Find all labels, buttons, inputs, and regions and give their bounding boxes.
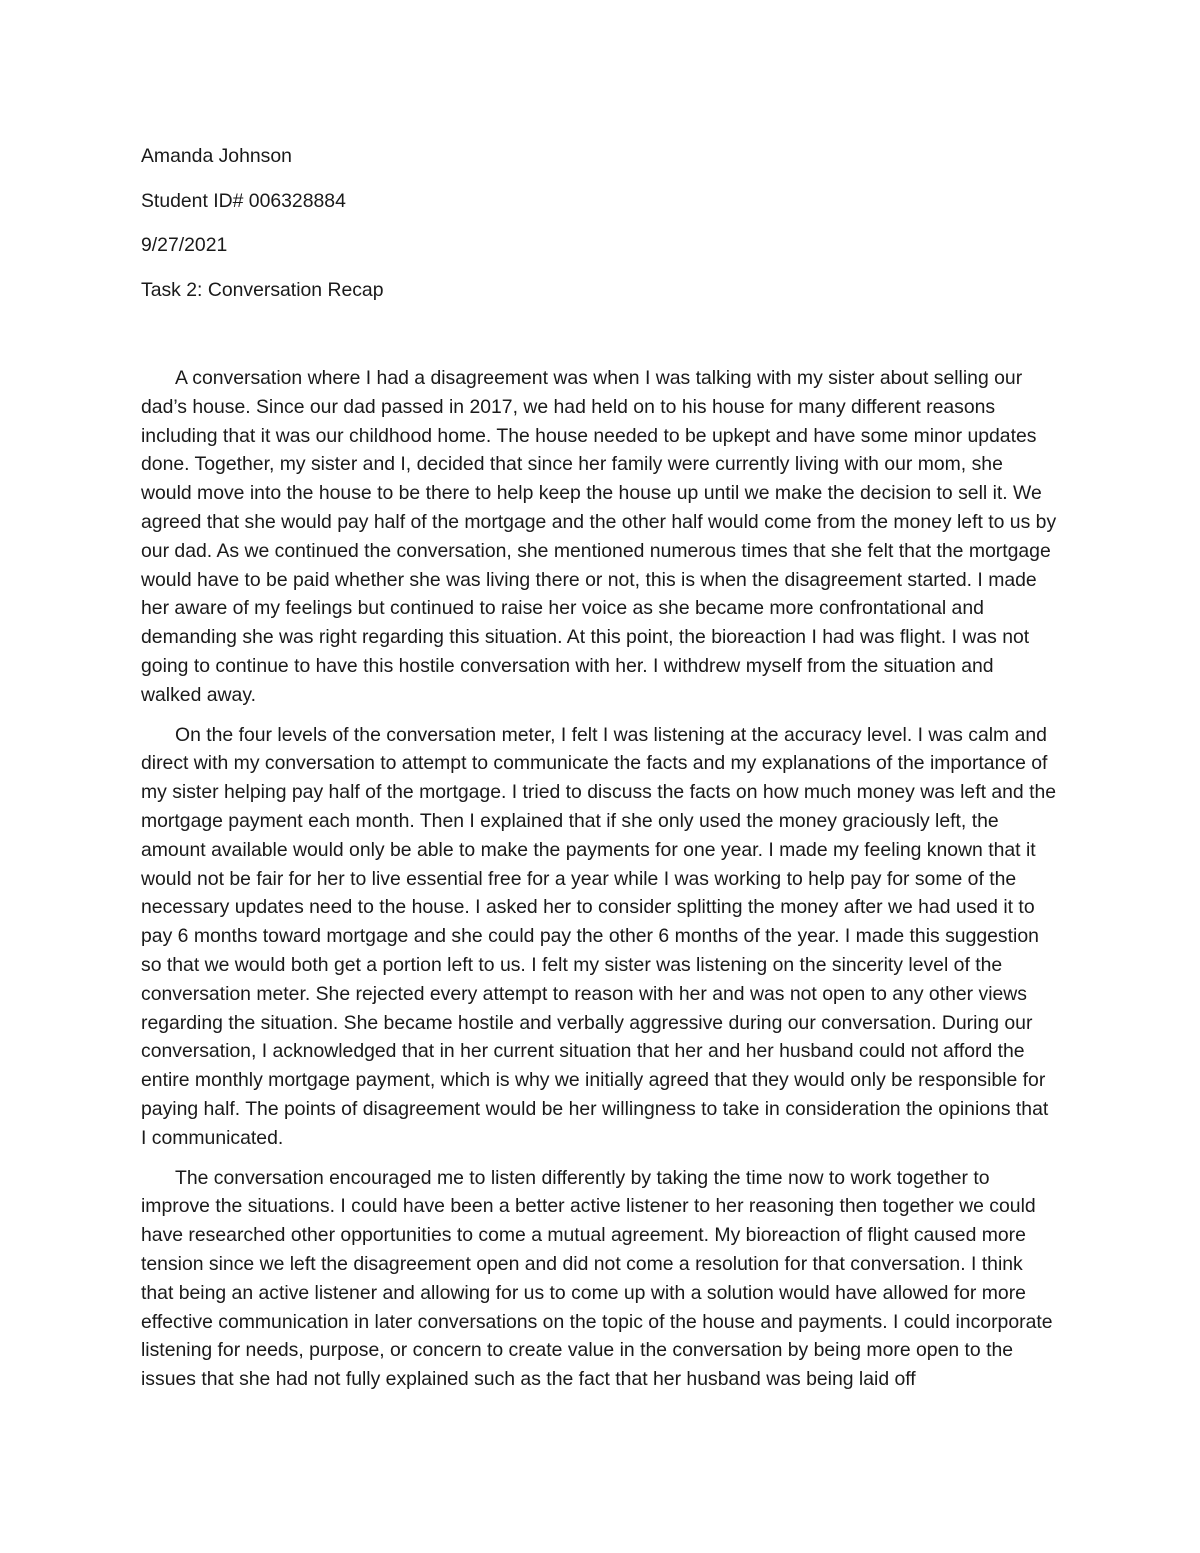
- author-name: Amanda Johnson: [141, 145, 292, 167]
- paragraph-2: On the four levels of the conversation meter, I felt I was listening at the accuracy level. I was calm and direct with my conversation to attempt to communicate the facts and my explanations of the importance of my sister helping pay half of the mortgage. I tried to discuss the facts on how much money was left and the mortgage payment each month. Then I explained that if she only used the money graciously left, the amount available would only be able to make the payments for one year. I made my feeling known that it would not be fair for her to live essential free for a year while I was working to help pay for some of the necessary updates need to the house. I asked her to consider splitting the money after we had used it to pay 6 months toward mortgage and she could pay the other 6 months of the year. I made this suggestion so that we would both get a portion left to us. I felt my sister was listening on the sincerity level of the conversation meter. She rejected every attempt to reason with her and was not open to any other views regarding the situation. She became hostile and verbally aggressive during our conversation. During our conversation, I acknowledged that in her current situation that her and her husband could not afford the entire monthly mortgage payment, which is why we initially agreed that they would only be responsible for paying half. The points of disagreement would be her willingness to take in consideration the opinions that I communicated.: [141, 723, 1057, 1149]
- task-title: Task 2: Conversation Recap: [141, 279, 384, 301]
- student-id: Student ID# 006328884: [141, 190, 346, 212]
- paragraph-3: The conversation encouraged me to listen differently by taking the time now to work together to improve the situations. I could have been a better active listener to her reasoning then together we could have researched other opportunities to come a mutual agreement. My bioreaction of flight caused more tension since we left the disagreement open and did not come a resolution for that conversation. I think that being an active listener and allowing for us to come up with a solution would have allowed for more effective communication in later conversations on the topic of the house and payments. I could incorporate listening for needs, purpose, or concern to create value in the conversation by being more open to the issues that she had not fully explained such as the fact that her husband was being laid off: [141, 1166, 1053, 1391]
- paragraph-1: A conversation where I had a disagreement was when I was talking with my sister about selling our dad’s house. Since our dad passed in 2017, we had held on to his house for many different reasons including that it was our childhood home. The house needed to be upkept and have some minor updates done. Together, my sister and I, decided that since her family were currently living with our mom, she would move into the house to be there to help keep the house up until we make the decision to sell it. We agreed that she would pay half of the mortgage and the other half would come from the money left to us by our dad. As we continued the conversation, she mentioned numerous times that she felt that the mortgage would have to be paid whether she was living there or not, this is when the disagreement started. I made her aware of my feelings but continued to raise her voice as she became more confrontational and demanding she was right regarding this situation. At this point, the bioreaction I had was flight. I was not going to continue to have this hostile conversation with her. I withdrew myself from the situation and walked away.: [141, 367, 1057, 706]
- document-body: [141, 364, 1058, 1394]
- document-date: 9/27/2021: [141, 234, 228, 256]
